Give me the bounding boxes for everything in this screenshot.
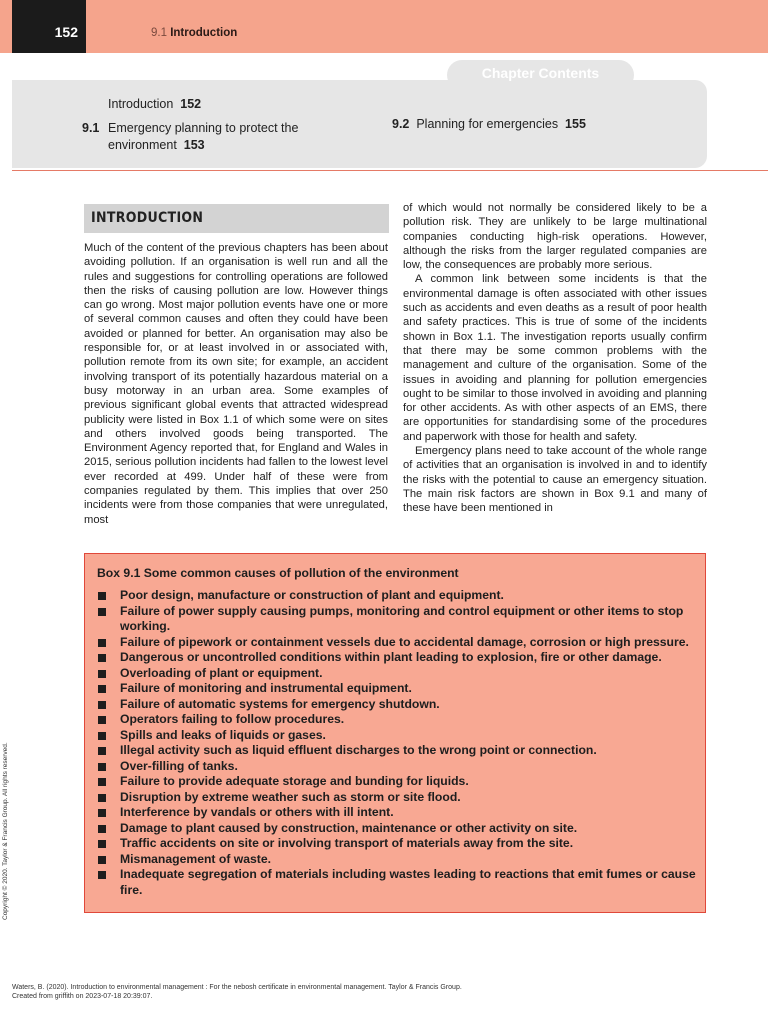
box-list-item-text: Illegal activity such as liquid effluent discharges to the wrong point or connection. — [120, 743, 597, 757]
box-list-item-text: Disruption by extreme weather such as storm or site flood. — [120, 789, 461, 804]
box-list-item-text: Mismanagement of waste. — [120, 851, 272, 866]
running-head-number: 9.1 — [151, 27, 167, 39]
box-list-item-text: Dangerous or uncontrolled conditions within plant leading to explosion, fire or other damage. — [120, 650, 662, 664]
square-bullet-icon — [98, 809, 106, 817]
box-list-item — [97, 836, 697, 852]
footer-line: Created from griffith on 2023-07-18 20:39:07. — [12, 992, 153, 1000]
right-column — [403, 201, 707, 516]
left-column — [84, 241, 388, 527]
box-list-item — [97, 821, 697, 837]
square-bullet-icon — [98, 856, 106, 864]
box-9-1 — [84, 553, 706, 913]
box-list-item-text: Traffic accidents on site or involving transport of materials away from the site. — [120, 836, 574, 850]
square-bullet-icon — [98, 608, 106, 616]
box-list-item — [97, 867, 697, 898]
box-list-item — [97, 666, 697, 682]
box-list-item — [97, 650, 697, 666]
box-list-item — [97, 759, 697, 775]
square-bullet-icon — [98, 747, 106, 755]
page-number-box — [12, 0, 86, 53]
box-list-item — [97, 697, 697, 713]
square-bullet-icon — [98, 840, 106, 848]
box-list-item-text: Interference by vandals or others with ill intent. — [120, 805, 394, 819]
toc-label: Introduction — [108, 97, 174, 111]
box-list-item-text: Failure to provide adequate storage and bunding for liquids. — [120, 774, 469, 788]
square-bullet-icon — [98, 685, 106, 693]
square-bullet-icon — [98, 794, 106, 802]
box-list-item-text: Operators failing to follow procedures. — [120, 712, 345, 726]
square-bullet-icon — [98, 639, 106, 647]
box-list-item — [97, 588, 697, 604]
toc-entry-9-1[interactable] — [108, 120, 328, 154]
box-list-item — [97, 681, 697, 697]
square-bullet-icon — [98, 871, 106, 879]
box-list-item — [97, 743, 697, 759]
square-bullet-icon — [98, 778, 106, 786]
box-list-item-text: Failure of monitoring and instrumental equipment. — [120, 681, 412, 695]
box-list-item — [97, 635, 697, 651]
box-list-item — [97, 805, 697, 821]
running-head — [151, 27, 237, 39]
header-bar — [0, 0, 768, 53]
toc-label: Planning for emergencies — [416, 117, 559, 131]
paragraph: Much of the content of the previous chapters has been about avoiding pollution. If an organisation is well run and all the rules and suggestions for controlling operations are followed then the risks of causing pollution are low. However things can go wrong. Most major pollution events have one or more of several common causes and often they could have been avoided or planned for better. An organisation may also be responsible for, or at least involved in or associated with, pollution remote from its own site; for example, an accident involving transport of its potentially hazardous material on a busy motorway in an urban area. Some examples of previous significant global events that attracted widespread publicity were listed in Box 1.1 of which some were on sites and others involved goods being transported. The Environment Agency reported that, for England and Wales in 2015, serious pollution incidents had fallen to the lowest level ever recorded at 499. Under half of these were from companies regulated by them. This implies that over 250 incidents were from those companies that were unregulated, most — [84, 242, 388, 526]
square-bullet-icon — [98, 670, 106, 678]
box-list-item-text: Over-filling of tanks. — [120, 758, 238, 773]
page-number: 152 — [54, 24, 78, 40]
box-list-item-text: Failure of power supply causing pumps, monitoring and control equipment or other items to stop working. — [120, 603, 684, 633]
section-heading-box — [84, 204, 389, 233]
toc-page: 152 — [180, 97, 202, 111]
square-bullet-icon — [98, 701, 106, 709]
square-bullet-icon — [98, 825, 106, 833]
box-list-item — [97, 728, 697, 744]
box-title: Box 9.1 Some common causes of pollution of the environment — [97, 566, 459, 580]
toc-entry-9-2[interactable] — [392, 116, 586, 133]
toc-entry-introduction[interactable] — [108, 96, 201, 113]
box-list-item-text: Overloading of plant or equipment. — [120, 665, 323, 680]
paragraph: A common link between some incidents is that the environmental damage is often associated with other issues such as accidents and even deaths as a result of poor health and safety practices. This is true of some of the incidents shown in Box 1.1. The investigation reports usually confirm that there may be some common problems with the management and culture of the organisation. Some of the issues in avoiding and planning for pollution emergencies ought to be similar to those involved in avoiding and planning for other accidents. As with other aspects of an EMS, there are opportunities for standardising some of the procedures and paperwork with those for health and safety. — [403, 273, 707, 443]
box-list-item — [97, 604, 697, 635]
chapter-contents-tab: Chapter Contents — [447, 60, 634, 90]
box-list-item-text: Failure of pipework or containment vessels due to accidental damage, corrosion or high pressure. — [120, 634, 689, 649]
box-list-item-text: Poor design, manufacture or construction of plant and equipment. — [120, 588, 504, 602]
box-list-item-text: Spills and leaks of liquids or gases. — [120, 727, 326, 742]
box-list — [97, 588, 697, 898]
square-bullet-icon — [98, 654, 106, 662]
paragraph: Emergency plans need to take account of the whole range of activities that an organisation is involved in and to identify the risks with the potential to cause an emergency situation. The main risk factors are shown in Box 9.1 and many of these have been mentioned in — [403, 445, 707, 515]
box-list-item — [97, 790, 697, 806]
toc-label: Emergency planning to protect the environment — [108, 121, 299, 152]
box-list-item — [97, 852, 697, 868]
toc-number: 9.2 — [392, 117, 410, 131]
box-list-item-text: Damage to plant caused by construction, maintenance or other activity on site. — [120, 820, 578, 835]
square-bullet-icon — [98, 763, 106, 771]
toc-page: 155 — [565, 117, 586, 131]
paragraph: of which would not normally be considered likely to be a pollution risk. They are unlikely to be large multinational companies conducting high-risk operations. However, although the risks from the larger regulated companies are low, the consequences are probably more serious. — [403, 202, 707, 272]
divider-rule — [12, 170, 768, 171]
section-heading: INTRODUCTION — [91, 210, 204, 226]
box-list-item-text: Inadequate segregation of materials including wastes leading to reactions that emit fumes or cause fire. — [120, 867, 696, 897]
square-bullet-icon — [98, 592, 106, 600]
box-list-item — [97, 712, 697, 728]
copyright-notice: Copyright © 2020. Taylor & Francis Group. All rights reserved. — [2, 742, 9, 920]
toc-page: 153 — [183, 138, 205, 152]
box-list-item-text: Failure of automatic systems for emergency shutdown. — [120, 696, 440, 711]
square-bullet-icon — [98, 716, 106, 724]
box-list-item — [97, 774, 697, 790]
footer-citation — [12, 984, 462, 1001]
footer-line: Waters, B. (2020). Introduction to environmental management : For the nebosh certificate in environmental management. Taylor & Francis Group. — [12, 984, 462, 991]
toc-number-9-1: 9.1 — [82, 121, 100, 135]
square-bullet-icon — [98, 732, 106, 740]
running-head-title: Introduction — [170, 27, 238, 39]
